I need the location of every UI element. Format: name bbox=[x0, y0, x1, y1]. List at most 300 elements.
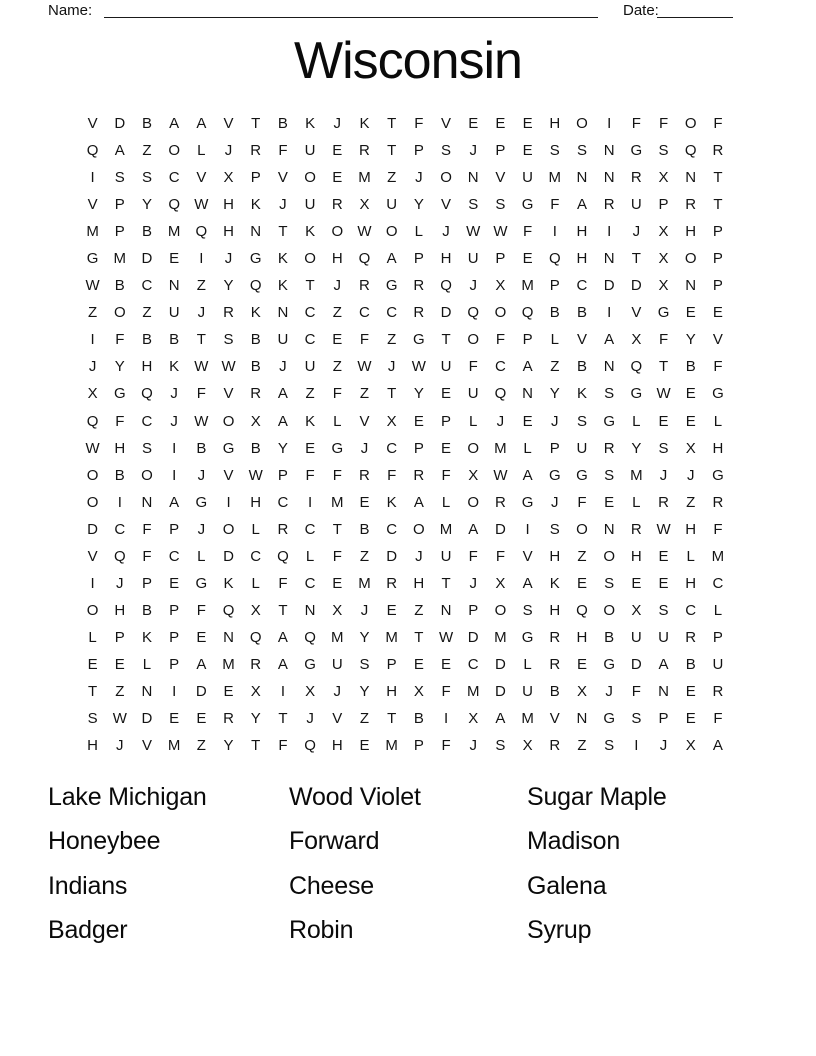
grid-letter: X bbox=[495, 574, 506, 592]
grid-letter: P bbox=[169, 520, 180, 538]
grid-letter: X bbox=[223, 169, 234, 187]
grid-letter: B bbox=[549, 304, 560, 322]
grid-letter: H bbox=[685, 574, 697, 592]
grid-letter: O bbox=[331, 223, 344, 241]
grid-letter: J bbox=[605, 683, 613, 700]
grid-letter: Q bbox=[141, 385, 153, 403]
grid-letter: P bbox=[114, 196, 125, 214]
grid-letter: M bbox=[167, 223, 181, 241]
grid-letter: H bbox=[250, 493, 262, 511]
grid-letter: Q bbox=[630, 358, 643, 376]
grid-letter: L bbox=[523, 655, 532, 673]
date-input-line[interactable] bbox=[657, 0, 733, 18]
word-item: Sugar Maple bbox=[527, 783, 667, 811]
grid-letter: T bbox=[88, 683, 98, 700]
grid-letter: G bbox=[413, 331, 425, 349]
grid-letter: A bbox=[114, 142, 125, 160]
grid-letter: D bbox=[494, 683, 506, 700]
grid-letter: A bbox=[386, 250, 397, 268]
grid-letter: Z bbox=[359, 547, 370, 565]
grid-letter: H bbox=[331, 737, 343, 755]
grid-letter: J bbox=[333, 683, 342, 700]
grid-letter: R bbox=[413, 466, 425, 484]
grid-letter: R bbox=[549, 655, 561, 673]
grid-letter: N bbox=[522, 385, 534, 403]
grid-letter: C bbox=[304, 304, 316, 322]
grid-letter: R bbox=[712, 493, 724, 511]
grid-letter: A bbox=[522, 358, 533, 376]
grid-letter: C bbox=[141, 277, 153, 295]
grid-letter: D bbox=[630, 277, 642, 295]
grid-letter: A bbox=[522, 574, 533, 592]
grid-letter: Q bbox=[467, 304, 480, 322]
grid-letter: I bbox=[90, 169, 95, 187]
grid-letter: A bbox=[658, 655, 669, 673]
grid-letter: N bbox=[576, 169, 588, 187]
grid-letter: S bbox=[114, 169, 125, 187]
grid-letter: E bbox=[196, 628, 207, 646]
grid-letter: P bbox=[549, 277, 560, 295]
grid-letter: O bbox=[304, 169, 316, 187]
grid-letter: A bbox=[277, 412, 288, 430]
grid-letter: K bbox=[386, 493, 397, 511]
grid-letter: R bbox=[223, 710, 234, 728]
grid-letter: E bbox=[576, 574, 587, 592]
grid-letter: S bbox=[604, 574, 615, 592]
grid-letter: O bbox=[576, 115, 588, 133]
grid-letter: P bbox=[114, 628, 125, 646]
grid-letter: A bbox=[604, 331, 615, 349]
grid-letter: F bbox=[115, 412, 125, 430]
grid-letter: Q bbox=[222, 601, 235, 619]
grid-letter: X bbox=[576, 683, 587, 700]
grid-letter: W bbox=[85, 277, 100, 295]
word-item: Indians bbox=[48, 871, 128, 900]
grid-letter: V bbox=[495, 169, 506, 187]
grid-letter: T bbox=[713, 196, 723, 214]
grid-letter: F bbox=[713, 520, 723, 538]
word-list-column bbox=[527, 784, 667, 962]
grid-letter: S bbox=[658, 142, 669, 160]
grid-letter: C bbox=[168, 547, 180, 565]
grid-letter: C bbox=[386, 304, 398, 322]
grid-letter: T bbox=[631, 250, 641, 268]
grid-letter: E bbox=[413, 412, 424, 430]
grid-letter: Q bbox=[576, 601, 588, 619]
grid-letter: H bbox=[223, 196, 234, 214]
grid-letter: R bbox=[413, 304, 425, 322]
grid-letter: R bbox=[630, 520, 642, 538]
grid-letter: I bbox=[443, 710, 449, 728]
grid-letter: H bbox=[549, 115, 561, 133]
grid-letter: J bbox=[279, 196, 287, 214]
grid-letter: F bbox=[441, 683, 451, 700]
grid-letter: S bbox=[576, 142, 587, 160]
name-input-line[interactable] bbox=[104, 0, 598, 18]
grid-letter: S bbox=[441, 142, 452, 160]
grid-letter: E bbox=[332, 331, 343, 349]
grid-letter: I bbox=[90, 331, 95, 349]
grid-letter: T bbox=[305, 277, 315, 295]
grid-letter: K bbox=[277, 277, 288, 295]
grid-letter: P bbox=[413, 737, 424, 755]
grid-letter: N bbox=[440, 601, 452, 619]
grid-letter: J bbox=[360, 439, 369, 457]
grid-letter: P bbox=[658, 710, 669, 728]
grid-letter: F bbox=[115, 331, 125, 349]
grid-letter: N bbox=[603, 142, 615, 160]
grid-letter: R bbox=[685, 628, 697, 646]
grid-letter: H bbox=[685, 520, 697, 538]
grid-letter: M bbox=[711, 547, 725, 565]
grid-letter: E bbox=[685, 710, 696, 728]
grid-letter: O bbox=[86, 466, 99, 484]
grid-letter: E bbox=[441, 655, 452, 673]
grid-letter: P bbox=[169, 655, 180, 673]
grid-letter: K bbox=[223, 574, 234, 592]
grid-letter: T bbox=[441, 574, 451, 592]
grid-letter: B bbox=[250, 331, 261, 349]
grid-letter: E bbox=[332, 169, 343, 187]
grid-letter: C bbox=[386, 520, 398, 538]
grid-letter: P bbox=[413, 250, 424, 268]
grid-letter: K bbox=[576, 385, 587, 403]
grid-letter: V bbox=[712, 331, 723, 349]
grid-letter: C bbox=[250, 547, 262, 565]
grid-letter: L bbox=[333, 412, 342, 430]
grid-letter: T bbox=[196, 331, 206, 349]
grid-letter: Q bbox=[440, 277, 452, 295]
grid-letter: X bbox=[685, 737, 696, 755]
grid-letter: N bbox=[304, 601, 316, 619]
grid-letter: G bbox=[113, 385, 126, 403]
grid-letter: U bbox=[658, 628, 669, 646]
grid-letter: H bbox=[440, 250, 452, 268]
word-item: Forward bbox=[289, 827, 380, 856]
grid-letter: Y bbox=[114, 358, 125, 376]
grid-letter: X bbox=[468, 466, 479, 484]
grid-letter: J bbox=[333, 277, 342, 295]
grid-letter: U bbox=[630, 628, 642, 646]
grid-letter: B bbox=[576, 304, 587, 322]
grid-letter: I bbox=[308, 493, 313, 511]
grid-letter: S bbox=[658, 439, 669, 457]
grid-letter: T bbox=[387, 115, 397, 133]
grid-letter: H bbox=[576, 223, 588, 241]
grid-letter: X bbox=[468, 710, 479, 728]
grid-letter: W bbox=[656, 520, 671, 538]
grid-letter: B bbox=[685, 358, 696, 376]
grid-letter: F bbox=[387, 466, 397, 484]
grid-letter: O bbox=[467, 331, 480, 349]
grid-letter: V bbox=[441, 115, 452, 133]
grid-letter: J bbox=[333, 115, 342, 133]
grid-letter: L bbox=[305, 547, 315, 565]
grid-letter: W bbox=[357, 358, 372, 376]
grid-letter: A bbox=[169, 493, 180, 511]
grid-letter: F bbox=[631, 683, 641, 700]
grid-letter: T bbox=[278, 601, 288, 619]
grid-letter: X bbox=[658, 223, 669, 241]
grid-letter: G bbox=[603, 412, 615, 430]
grid-letter: J bbox=[551, 493, 559, 511]
grid-letter: C bbox=[304, 520, 316, 538]
grid-letter: W bbox=[466, 223, 481, 241]
grid-letter: K bbox=[250, 196, 261, 214]
grid-letter: R bbox=[359, 142, 370, 160]
grid-letter: C bbox=[685, 601, 697, 619]
grid-letter: G bbox=[195, 574, 208, 592]
grid-letter: R bbox=[359, 277, 370, 295]
grid-letter: G bbox=[548, 466, 561, 484]
grid-letter: V bbox=[359, 412, 370, 430]
grid-letter: I bbox=[280, 683, 285, 700]
grid-letter: F bbox=[658, 331, 669, 349]
grid-letter: F bbox=[713, 710, 723, 728]
grid-letter: X bbox=[658, 250, 669, 268]
grid-letter: E bbox=[196, 710, 207, 728]
grid-letter: D bbox=[603, 277, 615, 295]
grid-letter: F bbox=[577, 493, 587, 511]
grid-letter: F bbox=[550, 196, 560, 214]
grid-letter: F bbox=[441, 737, 451, 755]
grid-letter: H bbox=[576, 250, 588, 268]
grid-letter: M bbox=[521, 710, 534, 728]
grid-letter: B bbox=[141, 601, 152, 619]
grid-letter: U bbox=[467, 385, 479, 403]
grid-letter: Q bbox=[168, 196, 180, 214]
word-item: Wood Violet bbox=[289, 783, 421, 811]
grid-letter: S bbox=[631, 710, 642, 728]
grid-letter: A bbox=[576, 196, 587, 214]
grid-letter: K bbox=[250, 304, 261, 322]
grid-letter: S bbox=[604, 737, 615, 755]
grid-letter: N bbox=[603, 250, 615, 268]
grid-letter: J bbox=[170, 385, 178, 403]
grid-letter: R bbox=[712, 683, 724, 700]
word-list-column bbox=[289, 784, 421, 962]
grid-letter: C bbox=[467, 655, 479, 673]
grid-letter: D bbox=[195, 683, 207, 700]
grid-letter: X bbox=[250, 683, 261, 700]
grid-letter: O bbox=[86, 493, 99, 511]
grid-letter: R bbox=[685, 196, 697, 214]
grid-letter: Z bbox=[387, 331, 397, 349]
grid-letter: E bbox=[658, 412, 669, 430]
grid-letter: M bbox=[548, 169, 562, 187]
grid-letter: L bbox=[713, 601, 723, 619]
grid-letter: J bbox=[387, 358, 396, 376]
grid-letter: F bbox=[631, 115, 641, 133]
grid-letter: B bbox=[277, 115, 288, 133]
grid-letter: R bbox=[277, 520, 289, 538]
grid-letter: W bbox=[248, 466, 263, 484]
grid-letter: N bbox=[250, 223, 262, 241]
name-label: Name: bbox=[48, 2, 93, 19]
grid-letter: Q bbox=[277, 547, 289, 565]
grid-letter: X bbox=[685, 439, 696, 457]
grid-letter: K bbox=[305, 115, 316, 133]
grid-letter: A bbox=[712, 737, 723, 755]
grid-letter: P bbox=[468, 601, 479, 619]
grid-letter: I bbox=[607, 223, 612, 241]
grid-letter: C bbox=[304, 331, 316, 349]
grid-letter: E bbox=[169, 710, 180, 728]
grid-letter: W bbox=[194, 412, 209, 430]
grid-letter: N bbox=[223, 628, 234, 646]
grid-letter: A bbox=[169, 115, 180, 133]
grid-letter: O bbox=[684, 115, 697, 133]
grid-letter: T bbox=[278, 710, 288, 728]
grid-letter: U bbox=[277, 331, 289, 349]
grid-letter: H bbox=[331, 250, 343, 268]
grid-letter: B bbox=[413, 710, 424, 728]
grid-letter: R bbox=[223, 304, 234, 322]
grid-letter: Z bbox=[305, 385, 315, 403]
grid-letter: E bbox=[576, 655, 587, 673]
grid-letter: B bbox=[114, 466, 125, 484]
grid-letter: R bbox=[359, 466, 370, 484]
grid-letter: L bbox=[251, 520, 260, 538]
grid-letter: F bbox=[495, 331, 505, 349]
grid-letter: F bbox=[414, 115, 424, 133]
grid-letter: B bbox=[141, 115, 152, 133]
grid-letter: P bbox=[495, 250, 506, 268]
grid-letter: I bbox=[634, 737, 639, 755]
grid-letter: R bbox=[549, 628, 561, 646]
grid-letter: N bbox=[467, 169, 479, 187]
grid-letter: F bbox=[468, 547, 478, 565]
grid-letter: U bbox=[168, 304, 180, 322]
grid-letter: P bbox=[712, 277, 723, 295]
grid-letter: B bbox=[685, 655, 696, 673]
grid-letter: X bbox=[658, 169, 669, 187]
grid-letter: R bbox=[250, 655, 262, 673]
grid-letter: E bbox=[685, 412, 696, 430]
grid-letter: N bbox=[141, 683, 153, 700]
grid-letter: G bbox=[521, 628, 534, 646]
grid-letter: X bbox=[250, 412, 261, 430]
grid-letter: B bbox=[141, 223, 152, 241]
grid-letter: H bbox=[712, 439, 724, 457]
grid-letter: M bbox=[521, 277, 534, 295]
grid-letter: M bbox=[167, 737, 181, 755]
grid-letter: Z bbox=[414, 601, 424, 619]
grid-letter: E bbox=[332, 574, 343, 592]
grid-letter: F bbox=[468, 358, 478, 376]
grid-letter: E bbox=[386, 601, 397, 619]
grid-letter: S bbox=[549, 520, 560, 538]
grid-letter: Y bbox=[685, 331, 696, 349]
grid-letter: J bbox=[496, 412, 505, 430]
grid-letter: W bbox=[194, 358, 209, 376]
grid-letter: N bbox=[685, 169, 697, 187]
word-search-grid bbox=[79, 110, 732, 759]
grid-letter: V bbox=[87, 547, 98, 565]
grid-letter: K bbox=[169, 358, 180, 376]
grid-letter: V bbox=[223, 466, 234, 484]
grid-letter: T bbox=[414, 628, 424, 646]
word-item: Madison bbox=[527, 827, 621, 856]
grid-letter: Z bbox=[550, 358, 560, 376]
puzzle-title: Wisconsin bbox=[294, 32, 522, 90]
grid-letter: L bbox=[88, 628, 97, 646]
word-item: Syrup bbox=[527, 916, 592, 945]
grid-letter: Z bbox=[387, 169, 397, 187]
grid-letter: G bbox=[603, 655, 615, 673]
grid-letter: E bbox=[604, 493, 615, 511]
grid-letter: N bbox=[277, 304, 289, 322]
grid-letter: Q bbox=[548, 250, 561, 268]
grid-letter: E bbox=[658, 547, 669, 565]
grid-letter: X bbox=[332, 601, 343, 619]
grid-letter: S bbox=[549, 142, 560, 160]
grid-letter: A bbox=[277, 655, 288, 673]
grid-letter: O bbox=[168, 142, 180, 160]
grid-letter: F bbox=[332, 547, 342, 565]
grid-letter: P bbox=[141, 574, 152, 592]
grid-letter: X bbox=[495, 277, 506, 295]
grid-letter: M bbox=[466, 683, 480, 700]
grid-letter: M bbox=[222, 655, 235, 673]
grid-letter: C bbox=[168, 169, 180, 187]
grid-letter: Y bbox=[223, 277, 234, 295]
grid-letter: J bbox=[306, 710, 314, 728]
grid-letter: D bbox=[440, 304, 452, 322]
grid-letter: Q bbox=[304, 737, 316, 755]
grid-letter: U bbox=[440, 547, 452, 565]
grid-letter: S bbox=[87, 710, 98, 728]
grid-letter: O bbox=[222, 412, 235, 430]
grid-letter: B bbox=[196, 439, 207, 457]
grid-letter: P bbox=[495, 142, 506, 160]
grid-letter: H bbox=[141, 358, 153, 376]
grid-letter: Z bbox=[332, 304, 342, 322]
grid-letter: L bbox=[469, 412, 478, 430]
grid-letter: M bbox=[331, 493, 344, 511]
grid-letter: C bbox=[114, 520, 126, 538]
grid-letter: Y bbox=[631, 439, 642, 457]
grid-letter: C bbox=[494, 358, 506, 376]
word-item: Galena bbox=[527, 871, 607, 900]
grid-letter: E bbox=[114, 655, 125, 673]
grid-letter: Q bbox=[304, 628, 316, 646]
grid-letter: R bbox=[603, 196, 615, 214]
grid-letter: M bbox=[86, 223, 99, 241]
grid-letter: V bbox=[332, 710, 343, 728]
grid-letter: H bbox=[630, 547, 642, 565]
grid-letter: E bbox=[413, 655, 424, 673]
grid-letter: A bbox=[468, 520, 479, 538]
grid-letter: J bbox=[197, 520, 206, 538]
grid-letter: G bbox=[249, 250, 262, 268]
grid-letter: W bbox=[112, 710, 127, 728]
grid-letter: C bbox=[277, 493, 289, 511]
grid-letter: P bbox=[114, 223, 125, 241]
grid-letter: I bbox=[172, 683, 177, 700]
grid-letter: P bbox=[522, 331, 533, 349]
grid-letter: F bbox=[658, 115, 669, 133]
grid-letter: E bbox=[332, 142, 343, 160]
grid-letter: J bbox=[415, 547, 423, 565]
grid-letter: G bbox=[712, 385, 724, 403]
grid-letter: M bbox=[331, 628, 344, 646]
grid-letter: O bbox=[684, 250, 697, 268]
grid-letter: O bbox=[440, 169, 452, 187]
grid-letter: F bbox=[713, 115, 723, 133]
grid-letter: H bbox=[549, 601, 561, 619]
word-item: Badger bbox=[48, 916, 128, 945]
